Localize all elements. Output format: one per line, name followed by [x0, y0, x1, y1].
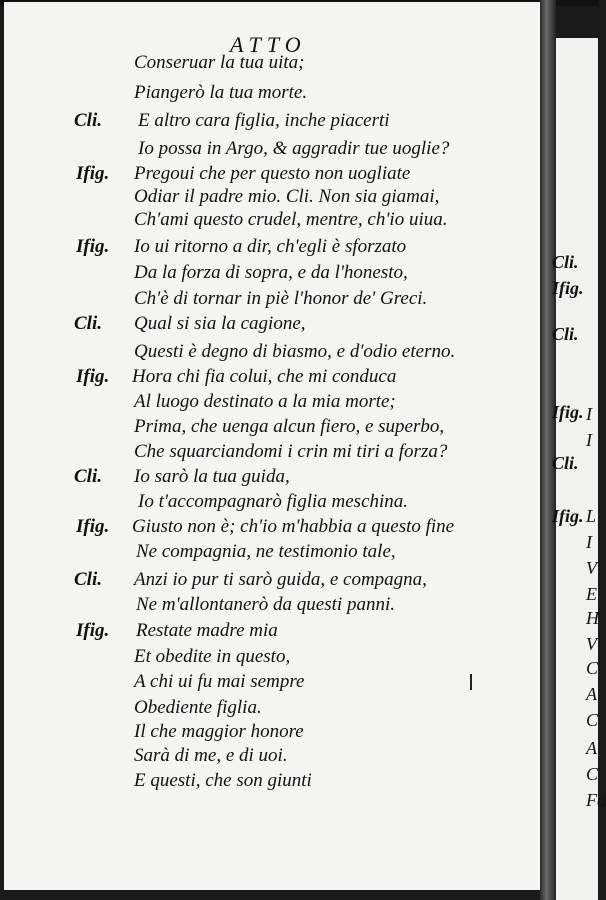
verse-line: Odiar il padre mio. Cli. Non sia giamai,: [134, 186, 440, 207]
verse-line: Obediente figlia.: [134, 697, 262, 718]
verse-line: A chi ui fu mai sempre: [134, 671, 305, 692]
verse-line: Hora chi fia colui, che mi conduca: [132, 366, 397, 387]
verse-line: Ch'è di tornar in piè l'honor de' Greci.: [134, 288, 428, 309]
verse-line: Conseruar la tua uita;: [134, 52, 305, 73]
left-page: [4, 2, 546, 890]
speaker-label: Cli.: [74, 110, 102, 131]
right-page-letter: E: [586, 584, 597, 604]
verse-line: Ne compagnia, ne testimonio tale,: [136, 541, 396, 562]
running-head: ATTO: [230, 32, 307, 57]
right-page-letter: Fa: [586, 790, 606, 810]
verse-line: Io sarò la tua guida,: [134, 466, 290, 487]
right-page-letter: I: [586, 404, 592, 424]
speaker-label: Ifig.: [76, 620, 110, 641]
verse-line: Io possa in Argo, & aggradir tue uoglie?: [138, 138, 450, 159]
right-page-letter: C: [586, 764, 599, 784]
right-page-letter: L: [586, 506, 597, 526]
verse-line: Pregoui che per questo non uogliate: [134, 163, 411, 184]
speaker-label: Cli.: [74, 569, 102, 590]
right-page-letter: V: [586, 558, 597, 578]
verse-line: Il che maggior honore: [134, 721, 304, 742]
right-page-letter: I: [586, 430, 592, 450]
verse-line: Che squarciandomi i crin mi tiri a forza?: [134, 441, 448, 462]
verse-line: Anzi io pur ti sarò guida, e compagna,: [134, 569, 427, 590]
verse-line: Io t'accompagnarò figlia meschina.: [138, 491, 409, 512]
verse-line: Giusto non è; ch'io m'habbia a questo fine: [132, 516, 455, 537]
right-page-letter: V: [586, 634, 597, 654]
right-page-speaker: Cli.: [552, 453, 579, 473]
right-page-speaker: Cli.: [552, 324, 579, 344]
verse-line: Al luogo destinato a la mia morte;: [134, 391, 396, 412]
verse-line: Ne m'allontanerò da questi panni.: [136, 594, 395, 615]
verse-line: Ch'ami questo crudel, mentre, ch'io uiua.: [134, 209, 448, 230]
right-page-edge: [552, 38, 606, 900]
right-page-letter: H: [586, 608, 599, 628]
verse-line: Restate madre mia: [136, 620, 278, 641]
book-gutter: [540, 0, 556, 900]
right-page-speaker: Ifig.: [552, 506, 584, 526]
verse-line: Io ui ritorno a dir, ch'egli è sforzato: [134, 236, 407, 257]
right-page-speaker: Cli.: [552, 252, 579, 272]
verse-line: Prima, che uenga alcun fiero, e superbo,: [134, 416, 445, 437]
verse-line: Piangerò la tua morte.: [134, 82, 308, 103]
right-page-letter: C: [586, 658, 599, 678]
verse-line: Et obedite in questo,: [134, 646, 291, 667]
verse-line: E altro cara figlia, inche piacerti: [138, 110, 390, 131]
ink-mark: [470, 674, 472, 690]
speaker-label: Ifig.: [76, 366, 110, 387]
speaker-label: Ifig.: [76, 516, 110, 537]
speaker-label: Cli.: [74, 313, 102, 334]
speaker-label: Cli.: [74, 466, 102, 487]
verse-line: Da la forza di sopra, e da l'honesto,: [134, 262, 408, 283]
right-page-letter: A: [586, 738, 597, 758]
verse-line: Qual si sia la cagione,: [134, 313, 306, 334]
right-page-speaker: Ifig.: [552, 278, 584, 298]
right-page-letter: C: [586, 710, 599, 730]
verse-line: Questi è degno di biasmo, e d'odio eterno.: [134, 341, 456, 362]
right-page-letter: A: [586, 684, 597, 704]
verse-line: E questi, che son giunti: [134, 770, 312, 791]
speaker-label: Ifig.: [76, 236, 110, 257]
right-page-speaker: Ifig.: [552, 402, 584, 422]
speaker-label: Ifig.: [76, 163, 110, 184]
verse-line: Sarà di me, e di uoi.: [134, 745, 288, 766]
right-page-letter: I: [586, 532, 592, 552]
